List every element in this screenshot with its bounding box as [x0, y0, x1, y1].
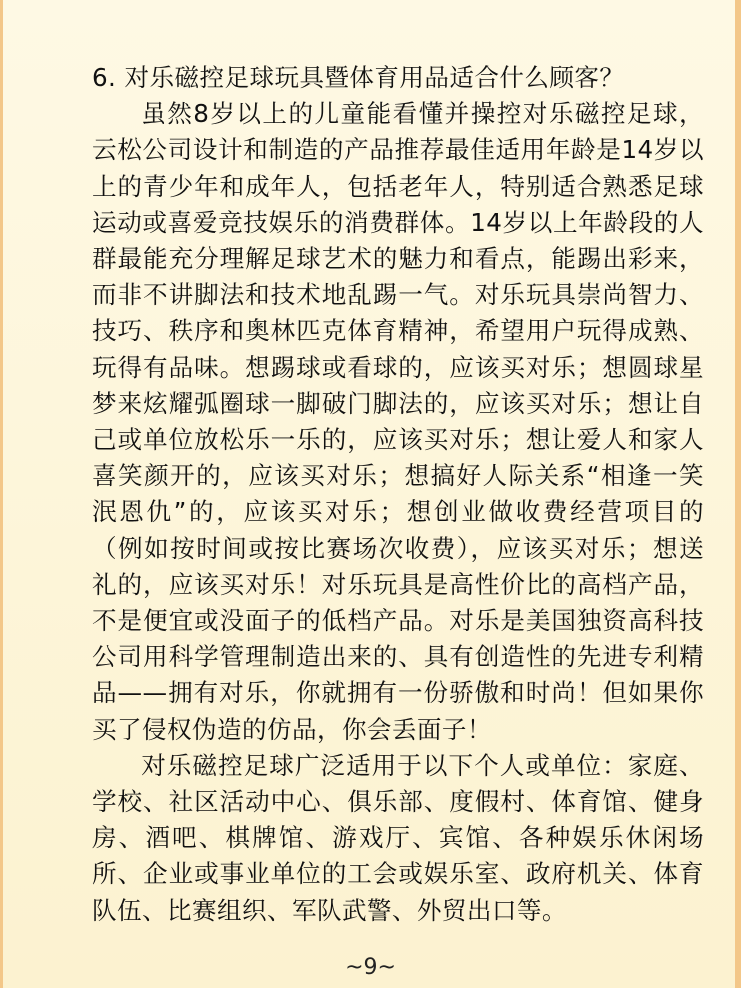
section-heading: 6. 对乐磁控足球玩具暨体育用品适合什么顾客？ [92, 63, 625, 92]
document-body [92, 60, 704, 929]
page-border-left [0, 0, 3, 988]
page-border-right [735, 0, 741, 988]
paragraph-target-customers: 虽然8岁以上的儿童能看懂并操控对乐磁控足球，云松公司设计和制造的产品推荐最佳适用年龄是14岁以上的青少年和成年人，包括老年人，特别适合熟悉足球运动或喜爱竞技娱乐的消费群体。14岁以上年龄段的人群最能充分理解足球艺术的魅力和看点，能踢出彩来，而非不讲脚法和技术地乱踢一气。对乐玩具崇尚智力、技巧、秩序和奥林匹克体育精神，希望用户玩得成熟、玩得有品味。想踢球或看球的，应该买对乐；想圆球星梦来炫耀弧圈球一脚破门脚法的，应该买对乐；想让自己或单位放松乐一乐的，应该买对乐；想让爱人和家人喜笑颜开的，应该买对乐；想搞好人际关系“相逢一笑泯恩仇”的，应该买对乐；想创业做收费经营项目的（例如按时间或按比赛场次收费），应该买对乐；想送礼的，应该买对乐！对乐玩具是高性价比的高档产品，不是便宜或没面子的低档产品。对乐是美国独资高科技公司用科学管理制造出来的、具有创造性的先进专利精品——拥有对乐，你就拥有一份骄傲和时尚！但如果你买了侵权伪造的仿品，你会丢面子！ [92, 99, 704, 744]
paragraph-applicable-units: 对乐磁控足球广泛适用于以下个人或单位：家庭、学校、社区活动中心、俱乐部、度假村、体育馆、健身房、酒吧、棋牌馆、游戏厅、宾馆、各种娱乐休闲场所、企业或事业单位的工会或娱乐室、政府机关、体育队伍、比赛组织、军队武警、外贸出口等。 [92, 750, 704, 925]
page-number: ~9~ [345, 955, 396, 980]
